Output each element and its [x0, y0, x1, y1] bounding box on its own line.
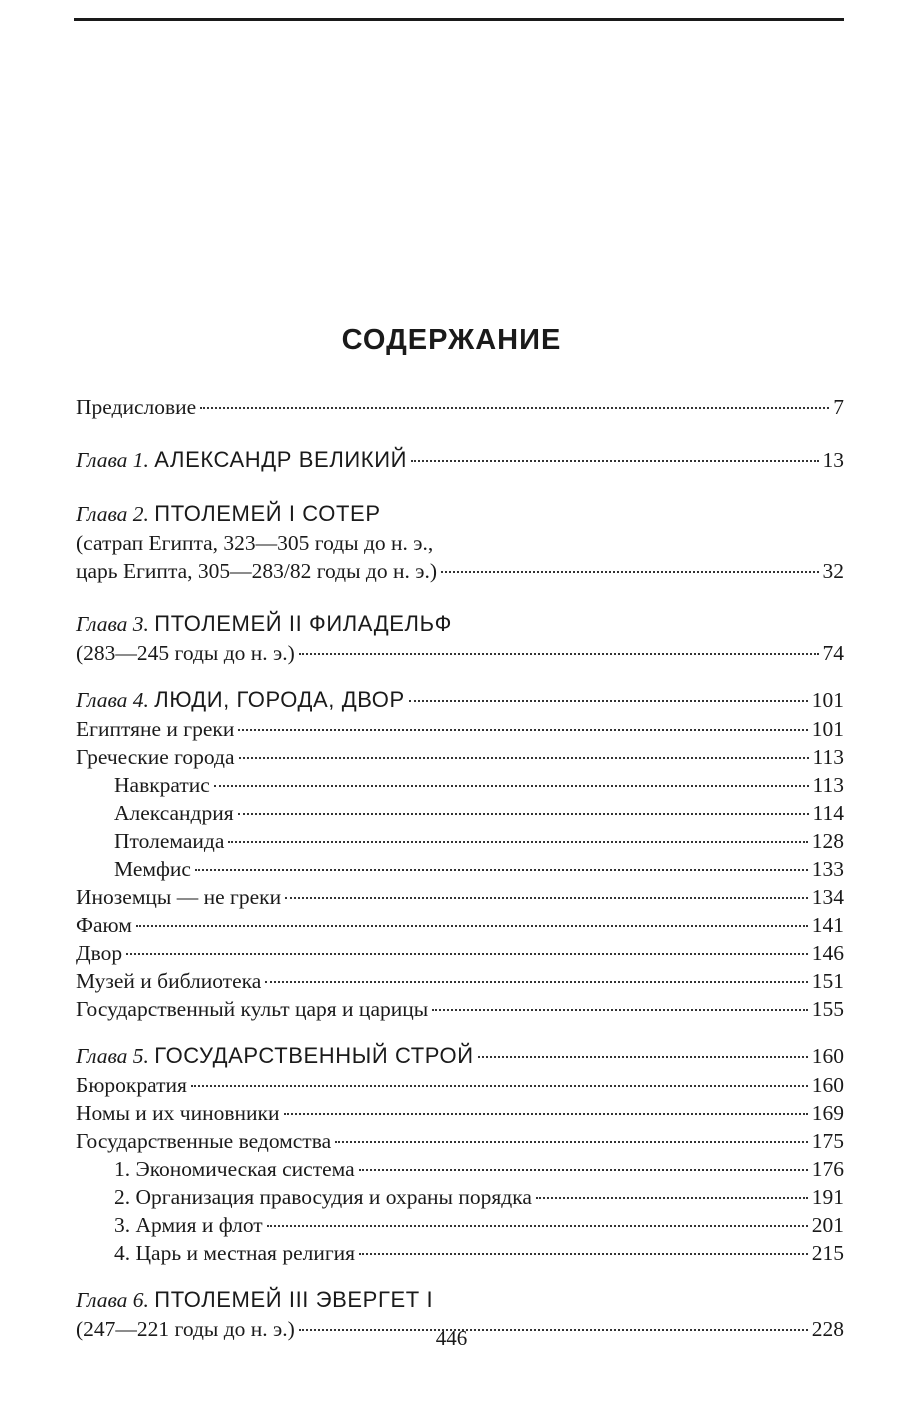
toc-entry-chapter-2[interactable] [76, 499, 844, 529]
entry-label: Музей и библиотека [76, 969, 262, 993]
dot-leader [191, 1085, 808, 1087]
entry-label: Двор [76, 941, 123, 965]
entry-page: 113 [812, 773, 844, 797]
chapter-4-block [76, 685, 844, 1023]
toc-entry[interactable] [76, 1127, 844, 1155]
chapter-title: ГОСУДАРСТВЕННЫЙ СТРОЙ [154, 1043, 474, 1068]
chapter-label: Глава 4. [76, 688, 149, 712]
entry-label: Государственные ведомства [76, 1129, 332, 1153]
chapter-title: ПТОЛЕМЕЙ II ФИЛАДЕЛЬФ [154, 611, 452, 636]
entry-label: 4. Царь и местная религия [114, 1241, 356, 1265]
entry-page: 141 [811, 913, 844, 937]
entry-label: Александрия [114, 801, 234, 825]
toc-entry[interactable] [76, 995, 844, 1023]
table-of-contents [76, 393, 844, 1343]
dot-leader [228, 841, 807, 843]
top-rule [74, 18, 844, 21]
entry-label: Бюрократия [76, 1073, 187, 1097]
toc-entry[interactable] [76, 715, 844, 743]
chapter-label: Глава 2. [76, 502, 149, 526]
entry-label: Египтяне и греки [76, 717, 235, 741]
toc-entry-sub[interactable] [76, 1211, 844, 1239]
entry-page: 215 [811, 1241, 844, 1265]
page-number: 446 [435, 1326, 468, 1350]
entry-label: Мемфис [114, 857, 191, 881]
toc-entry-chapter-5[interactable] [76, 1041, 844, 1071]
chapter-label: Глава 5. [76, 1044, 149, 1068]
entry-page: 101 [811, 717, 844, 741]
toc-entry[interactable] [76, 967, 844, 995]
toc-entry-sub[interactable] [76, 799, 844, 827]
entry-page: 101 [811, 688, 844, 712]
entry-page: 114 [812, 801, 844, 825]
entry-page: 133 [811, 857, 844, 881]
entry-page: 146 [811, 941, 844, 965]
dot-leader [299, 653, 819, 655]
entry-label: Навкратис [114, 773, 210, 797]
dot-leader [238, 813, 809, 815]
entry-label: Государственный культ царя и царицы [76, 997, 429, 1021]
entry-page: 176 [811, 1157, 844, 1181]
toc-entry-chapter-4[interactable] [76, 685, 844, 715]
dot-leader [284, 1113, 808, 1115]
entry-page: 113 [812, 745, 844, 769]
dot-leader [432, 1009, 808, 1011]
dot-leader [265, 981, 807, 983]
entry-label: 2. Организация правосудия и охраны порядка [114, 1185, 532, 1209]
toc-entry-sub[interactable] [76, 827, 844, 855]
chapter-label: Глава 1. [76, 448, 149, 472]
entry-page: 228 [811, 1317, 844, 1341]
toc-entry-chapter-3[interactable] [76, 609, 844, 639]
entry-label: 3. Армия и флот [114, 1213, 263, 1237]
entry-page: 151 [811, 969, 844, 993]
entry-label: (283—245 годы до н. э.) [76, 641, 295, 665]
entry-label: Птолемаида [114, 829, 225, 853]
chapter-title: ПТОЛЕМЕЙ I СОТЕР [154, 501, 381, 526]
toc-entry[interactable] [76, 1071, 844, 1099]
entry-label: Номы и их чиновники [76, 1101, 280, 1125]
entry-page: 74 [822, 641, 844, 665]
chapter-2-block [76, 499, 844, 585]
chapter-title: ЛЮДИ, ГОРОДА, ДВОР [154, 687, 405, 712]
toc-entry-chapter-6[interactable] [76, 1285, 844, 1315]
chapter-subtitle-entry[interactable] [76, 557, 844, 585]
dot-leader [335, 1141, 808, 1143]
chapter-label: Глава 3. [76, 612, 149, 636]
dot-leader [359, 1253, 808, 1255]
chapter-3-block [76, 609, 844, 667]
entry-page: 169 [811, 1101, 844, 1125]
toc-entry[interactable] [76, 743, 844, 771]
entry-page: 134 [811, 885, 844, 909]
entry-page: 201 [811, 1213, 844, 1237]
toc-entry-chapter-1[interactable] [76, 445, 844, 475]
dot-leader [267, 1225, 808, 1227]
chapter-subtitle-entry[interactable] [76, 639, 844, 667]
dot-leader [441, 571, 819, 573]
dot-leader [126, 953, 808, 955]
dot-leader [478, 1056, 808, 1058]
toc-entry-sub[interactable] [76, 855, 844, 883]
entry-label: (247—221 годы до н. э.) [76, 1317, 295, 1341]
chapter-title: АЛЕКСАНДР ВЕЛИКИЙ [154, 447, 408, 472]
entry-label: Греческие города [76, 745, 235, 769]
dot-leader [411, 460, 818, 462]
chapter-label: Глава 6. [76, 1288, 149, 1312]
page-title: СОДЕРЖАНИЕ [341, 324, 562, 356]
dot-leader [239, 757, 809, 759]
toc-entry[interactable] [76, 1099, 844, 1127]
toc-entry-preface[interactable] [76, 393, 844, 421]
entry-label: 1. Экономическая система [114, 1157, 355, 1181]
entry-page: 13 [822, 448, 844, 472]
entry-page: 7 [833, 395, 844, 419]
dot-leader [359, 1169, 808, 1171]
entry-page: 160 [811, 1044, 844, 1068]
chapter-title: ПТОЛЕМЕЙ III ЭВЕРГЕТ I [154, 1287, 434, 1312]
chapter-subtitle-line: (сатрап Египта, 323—305 годы до н. э., [76, 531, 434, 555]
entry-page: 160 [811, 1073, 844, 1097]
entry-page: 128 [811, 829, 844, 853]
dot-leader [214, 785, 809, 787]
entry-page: 155 [811, 997, 844, 1021]
chapter-5-block [76, 1041, 844, 1267]
entry-label: Предисловие [76, 395, 197, 419]
entry-page: 175 [811, 1129, 844, 1153]
dot-leader [536, 1197, 808, 1199]
entry-label: Фаюм [76, 913, 132, 937]
dot-leader [285, 897, 808, 899]
dot-leader [238, 729, 807, 731]
entry-label: Иноземцы — не греки [76, 885, 282, 909]
toc-entry[interactable] [76, 911, 844, 939]
toc-entry-sub[interactable] [76, 1155, 844, 1183]
dot-leader [136, 925, 808, 927]
toc-entry-sub[interactable] [76, 771, 844, 799]
toc-entry-sub[interactable] [76, 1239, 844, 1267]
entry-label: царь Египта, 305—283/82 годы до н. э.) [76, 559, 437, 583]
dot-leader [195, 869, 808, 871]
toc-entry[interactable] [76, 939, 844, 967]
entry-page: 191 [811, 1185, 844, 1209]
entry-page: 32 [822, 559, 844, 583]
dot-leader [409, 700, 808, 702]
toc-entry[interactable] [76, 883, 844, 911]
dot-leader [200, 407, 829, 409]
chapter-1-block [76, 445, 844, 475]
toc-entry-sub[interactable] [76, 1183, 844, 1211]
